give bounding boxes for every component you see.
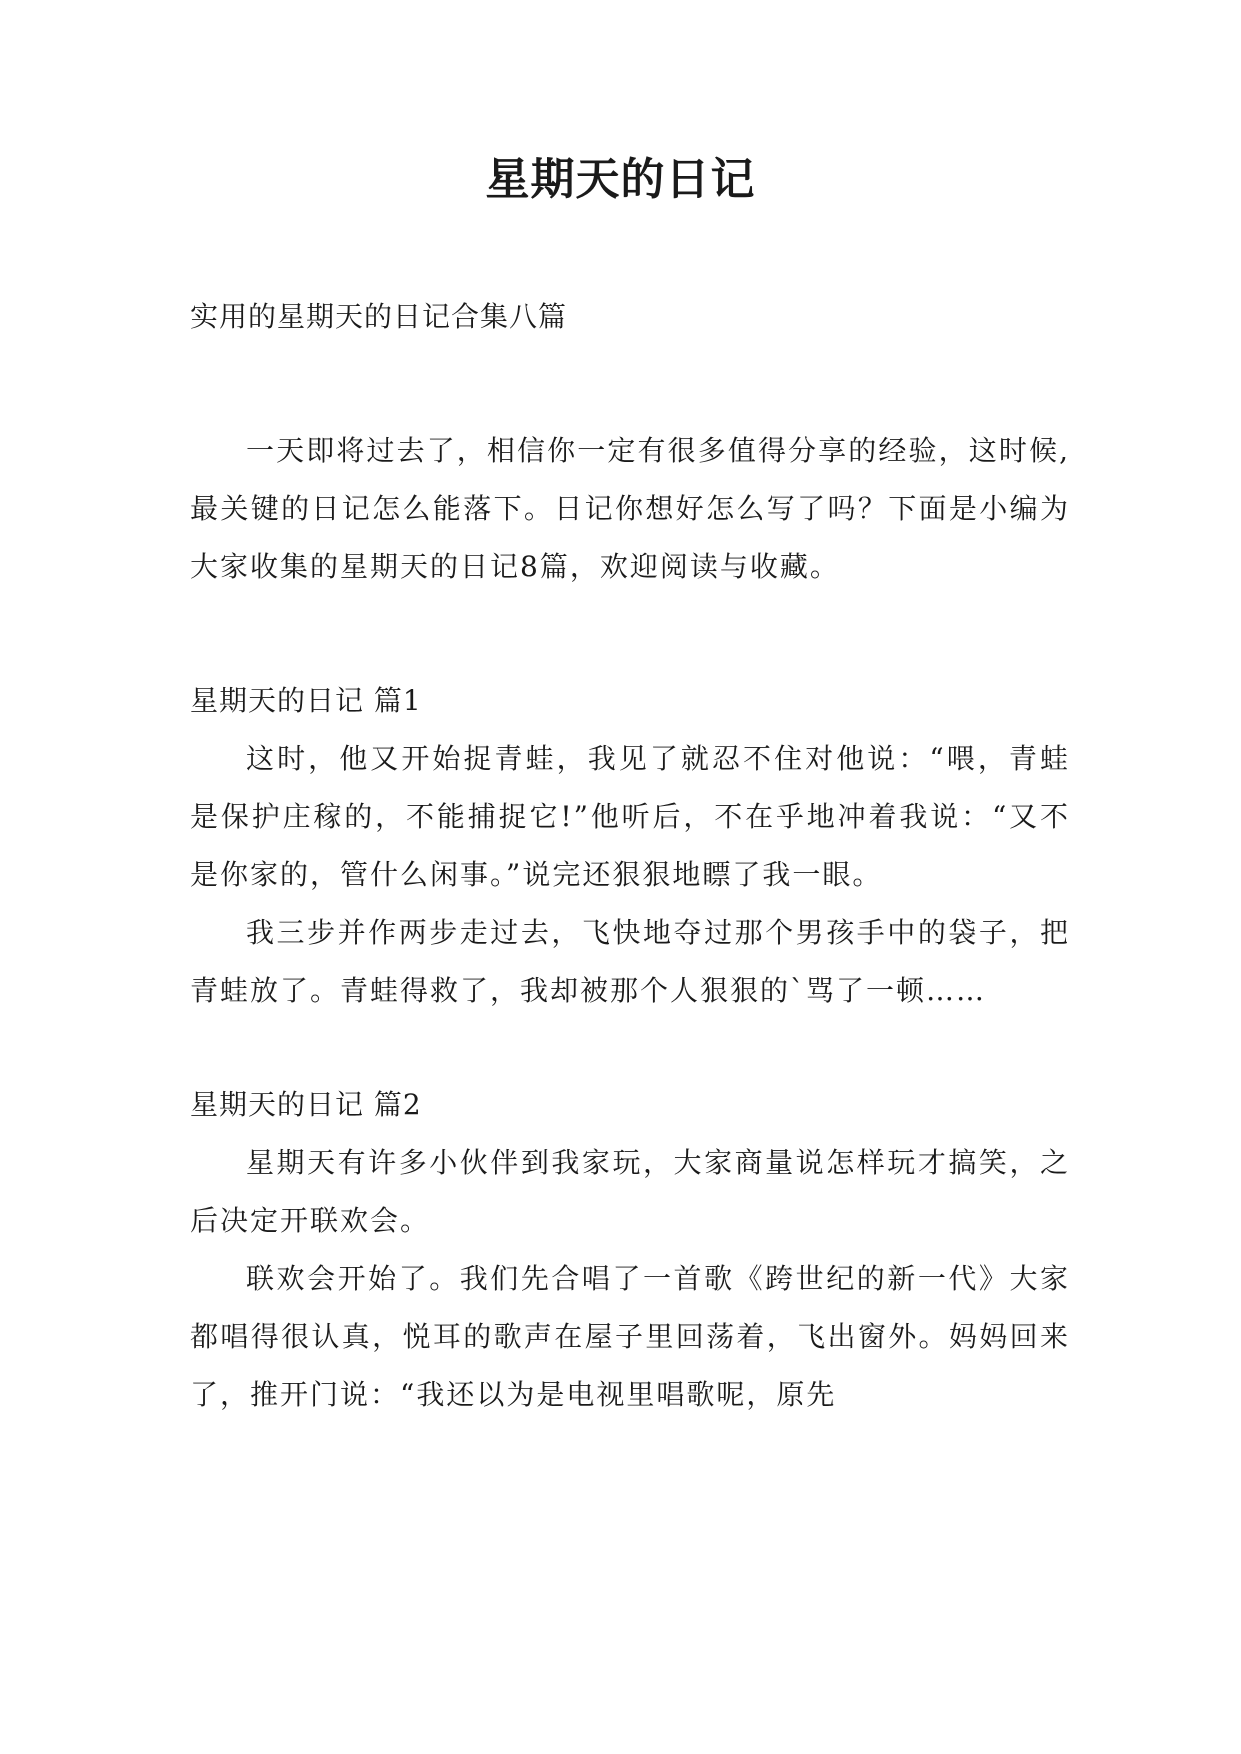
section-paragraph: 星期天有许多小伙伴到我家玩，大家商量说怎样玩才搞笑，之后决定开联欢会。 (190, 1146, 1070, 1237)
spacer (190, 346, 1070, 422)
section-paragraph: 这时，他又开始捉青蛙，我见了就忍不住对他说：“喂，青蛙是保护庄稼的，不能捕捉它!”他听后，不在乎地冲着我说：“又不是你家的，管什么闲事。”说完还狠狠地瞟了我一眼。 (190, 742, 1070, 891)
section-2 (190, 1076, 1070, 1424)
section-heading: 星期天的日记 篇1 (190, 684, 422, 717)
section-1 (190, 672, 1070, 1020)
spacer (190, 1020, 1070, 1076)
document-title: 星期天的日记 (485, 154, 756, 205)
document-subtitle: 实用的星期天的日记合集八篇 (190, 300, 568, 333)
document-body (190, 288, 1070, 1424)
section-heading: 星期天的日记 篇2 (190, 1088, 422, 1121)
intro-paragraph: 一天即将过去了，相信你一定有很多值得分享的经验，这时候,最关键的日记怎么能落下。日记你想好怎么写了吗？下面是小编为大家收集的星期天的日记8篇，欢迎阅读与收藏。 (190, 434, 1070, 583)
spacer (190, 596, 1070, 672)
section-paragraph: 我三步并作两步走过去，飞快地夺过那个男孩手中的袋子，把青蛙放了。青蛙得救了，我却被那个人狠狠的`骂了一顿…… (190, 916, 1070, 1007)
section-paragraph: 联欢会开始了。我们先合唱了一首歌《跨世纪的新一代》大家都唱得很认真，悦耳的歌声在屋子里回荡着，飞出窗外。妈妈回来了，推开门说：“我还以为是电视里唱歌呢，原先 (190, 1262, 1070, 1411)
